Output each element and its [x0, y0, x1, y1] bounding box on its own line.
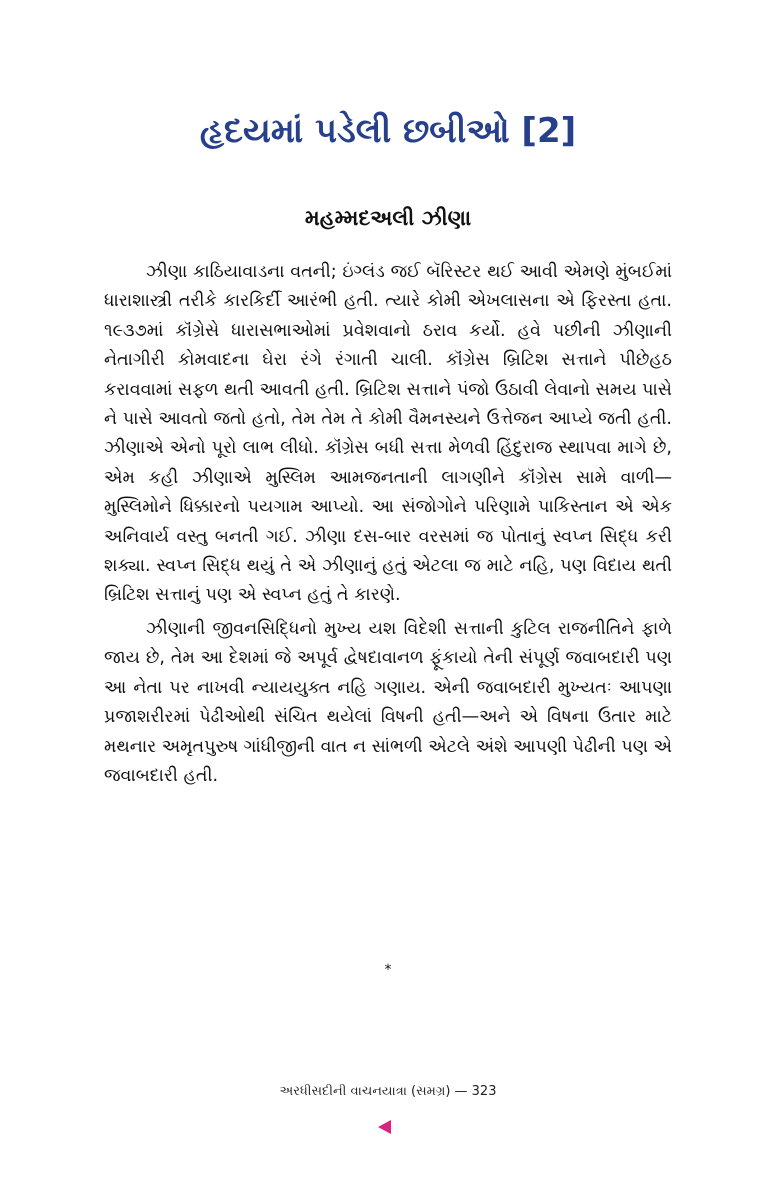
- section-separator: *: [384, 962, 392, 978]
- article-body: [104, 258, 672, 795]
- page-footer: અરધીસદીની વાચનયાત્રા (સમગ્ર) — 323: [279, 1084, 497, 1099]
- previous-page-arrow-icon[interactable]: [378, 1120, 391, 1134]
- chapter-title: હૃદયમાં પડેલી છબીઓ [2]: [199, 111, 577, 151]
- paragraph-2: ઝીણાની જીવનસિદ્ધિનો મુખ્ય યશ વિદેશી સત્તાની કુટિલ રાજનીતિને ફાળે જાય છે, તેમ આ દેશમાં જે અપૂર્વ દ્વેષદાવાનળ ફૂંકાયો તેની સંપૂર્ણ જવાબદારી પણ આ નેતા પર નાખવી ન્યાયયુક્ત નહિ ગણાય. એની જવાબદારી મુખ્યતઃ આપણા પ્રજાશરીરમાં પેઢીઓથી સંચિત થયેલાં વિષની હતી—અને એ વિષના ઉતાર માટે મથનાર અમૃતપુરુષ ગાંધીજીની વાત ન સાંભળી એટલે અંશે આપણી પેઢીની પણ એ જવાબદારી હતી.: [104, 618, 672, 786]
- paragraph-1: ઝીણા કાઠિયાવાડના વતની; ઇંગ્લંડ જઈ બૅરિસ્ટર થઈ આવી એમણે મુંબઈમાં ધારાશાસ્ત્રી તરીકે કારકિર્દી આરંભી હતી. ત્યારે કોમી એખલાસના એ ફિરસ્તા હતા. ૧૯૩૭માં કૉંગ્રેસે ધારાસભાઓમાં પ્રવેશવાનો ઠરાવ કર્યો. હવે પછીની ઝીણાની નેતાગીરી કોમવાદના ઘેરા રંગે રંગાતી ચાલી. કૉંગ્રેસ બ્રિટિશ સત્તાને પીછેહઠ કરાવવામાં સફળ થતી આવતી હતી. બ્રિટિશ સત્તાને પંજો ઉઠાવી લેવાનો સમય પાસે ને પાસે આવતો જતો હતો, તેમ તેમ તે કોમી વૈમનસ્યને ઉત્તેજન આપ્યે જતી હતી. ઝીણાએ એનો પૂરો લાભ લીધો. કૉંગ્રેસ બધી સત્તા મેળવી હિંદુરાજ સ્થાપવા માગે છે, એમ કહી ઝીણાએ મુસ્લિમ આમજનતાની લાગણીને કૉંગ્રેસ સામે વાળી—મુસ્લિમોને ધિક્કારનો પયગામ આપ્યો. આ સંજોગોને પરિણામે પાકિસ્તાન એ એક અનિવાર્ય વસ્તુ બનતી ગઈ. ઝીણા દસ-બાર વરસમાં જ પોતાનું સ્વપ્ન સિદ્ધ કરી શક્યા. સ્વપ્ન સિદ્ધ થયું તે એ ઝીણાનું હતું એટલા જ માટે નહિ, પણ વિદાય થતી બ્રિટિશ સત્તાનું પણ એ સ્વપ્ન હતું તે કારણે.: [104, 262, 672, 606]
- section-heading: મહમ્મદઅલી ઝીણા: [304, 206, 472, 230]
